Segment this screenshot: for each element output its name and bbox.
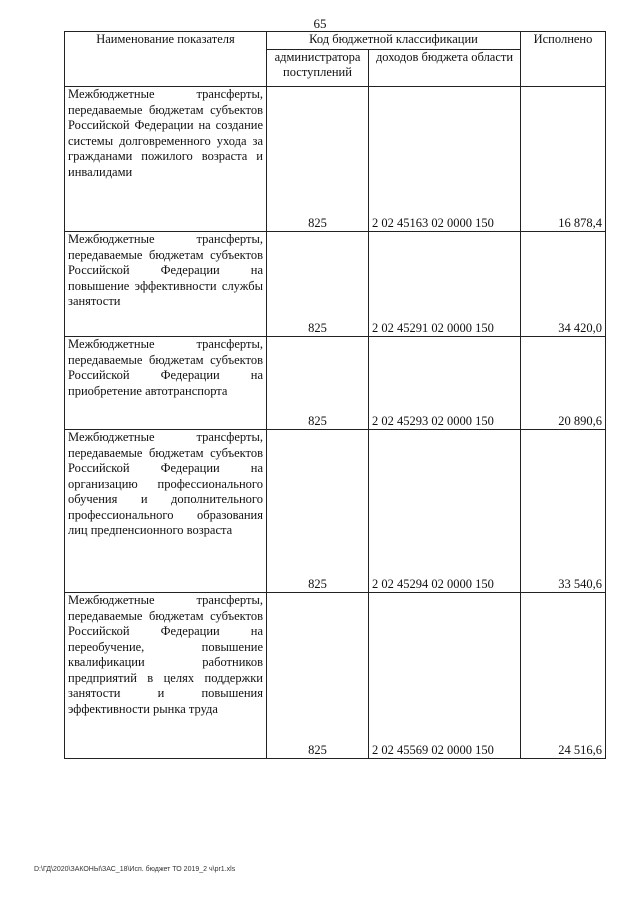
row-code: 2 02 45569 02 0000 150 [369,593,521,759]
row-value: 16 878,4 [521,87,606,232]
row-admin: 825 [267,430,369,593]
table-row [65,430,606,593]
row-name: Межбюджетные трансферты, передаваемые бюджетам субъектов Российской Федерации на организацию профессионального обучения и дополнительного профессионального образования лиц предпенсионного возраста [65,430,267,593]
header-executed: Исполнено [521,32,606,87]
header-admin: администратора поступлений [267,50,369,87]
table-row [65,337,606,430]
header-name: Наименование показателя [65,32,267,87]
row-name: Межбюджетные трансферты, передаваемые бюджетам субъектов Российской Федерации на переобучение, повышение квалификации работников предприятий в целях поддержки занятости и повышения эффективности рынка труда [65,593,267,759]
page-number: 65 [313,16,327,31]
row-code: 2 02 45291 02 0000 150 [369,232,521,337]
header-code-group: Код бюджетной классификации [267,32,521,50]
row-admin: 825 [267,337,369,430]
budget-table [64,31,606,759]
row-value: 20 890,6 [521,337,606,430]
file-path-footer: D:\ГД\2020\ЗАКОНЫ\ЗАС_18\Исп. бюджет ТО 2019_2 ч\pr1.xls [34,866,236,873]
row-admin: 825 [267,232,369,337]
header-row-top [65,32,606,50]
row-name: Межбюджетные трансферты, передаваемые бюджетам субъектов Российской Федерации на приобретение автотранспорта [65,337,267,430]
header-income: доходов бюджета области [369,50,521,87]
table-row [65,232,606,337]
row-value: 34 420,0 [521,232,606,337]
table-row [65,593,606,759]
row-value: 33 540,6 [521,430,606,593]
table-row [65,87,606,232]
row-admin: 825 [267,593,369,759]
row-name: Межбюджетные трансферты, передаваемые бюджетам субъектов Российской Федерации на повышение эффективности службы занятости [65,232,267,337]
row-name: Межбюджетные трансферты, передаваемые бюджетам субъектов Российской Федерации на создание системы долговременного ухода за гражданами пожилого возраста и инвалидами [65,87,267,232]
row-value: 24 516,6 [521,593,606,759]
row-admin: 825 [267,87,369,232]
row-code: 2 02 45163 02 0000 150 [369,87,521,232]
row-code: 2 02 45294 02 0000 150 [369,430,521,593]
row-code: 2 02 45293 02 0000 150 [369,337,521,430]
